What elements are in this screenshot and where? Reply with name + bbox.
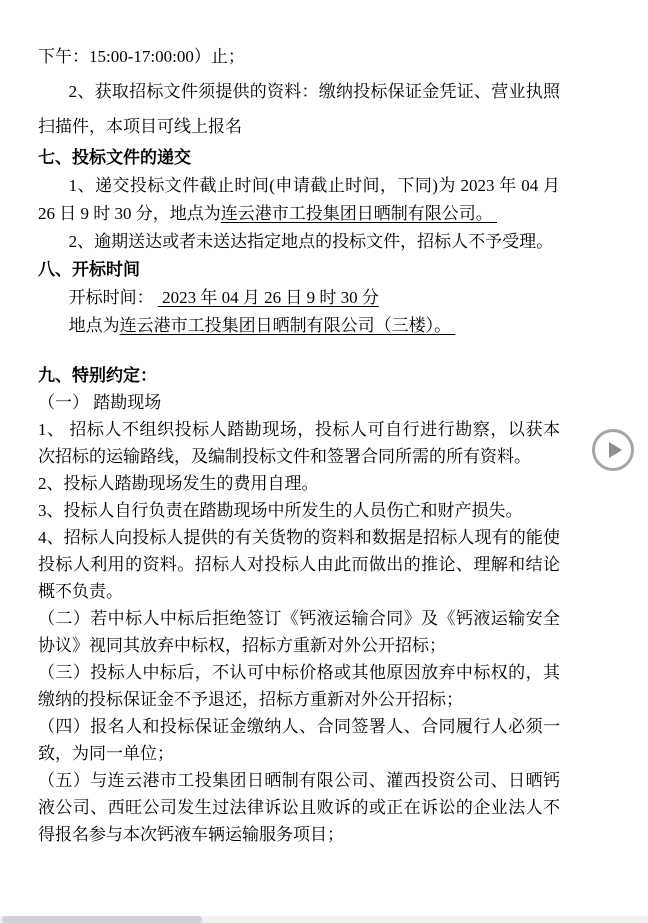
document-body [0,39,648,848]
doc-paragraph [38,74,560,144]
doc-paragraph [38,416,560,470]
text-run: 开标时间： [68,288,158,307]
text-run: 下午：15:00-17:00:00）止； [38,47,245,66]
text-run: （四）报名人和投标保证金缴纳人、合同签署人、合同履行人必须一致，为同一单位； [38,717,560,763]
text-run: （一） 踏勘现场 [38,393,162,412]
doc-paragraph [38,312,560,340]
text-run: 2、获取招标文件须提供的资料：缴纳投标保证金凭证、营业执照扫描件，本项目可线上报名 [38,82,560,136]
doc-heading [38,256,560,284]
doc-spacer [38,340,560,362]
doc-heading [38,144,560,172]
scrollbar-thumb[interactable] [2,916,202,923]
text-run: 八、开标时间 [38,260,140,279]
doc-paragraph [38,228,560,256]
doc-paragraph [38,172,560,228]
doc-paragraph [38,497,560,524]
doc-paragraph [38,39,560,74]
text-run: 地点为 [68,316,120,335]
doc-paragraph [38,659,560,713]
doc-paragraph [38,284,560,312]
play-icon [609,442,622,458]
text-run: 七、投标文件的递交 [38,148,191,167]
next-page-button[interactable] [592,429,634,471]
text-run: 1、递交投标文件截止时间(申请截止时间，下同)为 2023 年 04 月 26 日 9 时 30 分，地点为 [38,176,560,223]
text-run: 4、招标人向投标人提供的有关货物的资料和数据是招标人现有的能使投标人利用的资料。招标人对投标人由此而做出的推论、理解和结论概不负责。 [38,528,560,601]
doc-paragraph [38,389,560,416]
underlined-text-run: 连云港市工投集团日晒制有限公司。 [220,204,497,223]
doc-paragraph [38,605,560,659]
doc-paragraph [38,767,560,848]
text-run: 1、 招标人不组织投标人踏勘现场，投标人可自行进行勘察，以获本次招标的运输路线，及编制投标文件和签署合同所需的所有资料。 [38,420,560,466]
doc-heading [38,362,560,389]
text-run: 2、逾期送达或者未送达指定地点的投标文件，招标人不予受理。 [68,232,554,251]
underlined-text-run: 2023 年 04 月 26 日 9 时 30 分 [157,288,379,307]
doc-paragraph [38,524,560,605]
horizontal-scrollbar[interactable] [0,916,648,923]
doc-paragraph [38,713,560,767]
text-run: 3、投标人自行负责在踏勘现场中所发生的人员伤亡和财产损失。 [38,501,523,520]
text-run: （五）与连云港市工投集团日晒制有限公司、灌西投资公司、日晒钙液公司、西旺公司发生过法律诉讼且败诉的或正在诉讼的企业法人不得报名参与本次钙液车辆运输服务项目； [38,771,560,844]
text-run: （二）若中标人中标后拒绝签订《钙液运输合同》及《钙液运输安全协议》视同其放弃中标权，招标方重新对外公开招标； [38,609,560,655]
underlined-text-run: 连云港市工投集团日晒制有限公司（三楼）。 [119,316,456,335]
text-run: （三）投标人中标后，不认可中标价格或其他原因放弃中标权的，其缴纳的投标保证金不予退还，招标方重新对外公开招标； [38,663,560,709]
text-run: 九、特别约定： [38,366,157,385]
text-run: 2、投标人踏勘现场发生的费用自理。 [38,474,319,493]
doc-paragraph [38,470,560,497]
